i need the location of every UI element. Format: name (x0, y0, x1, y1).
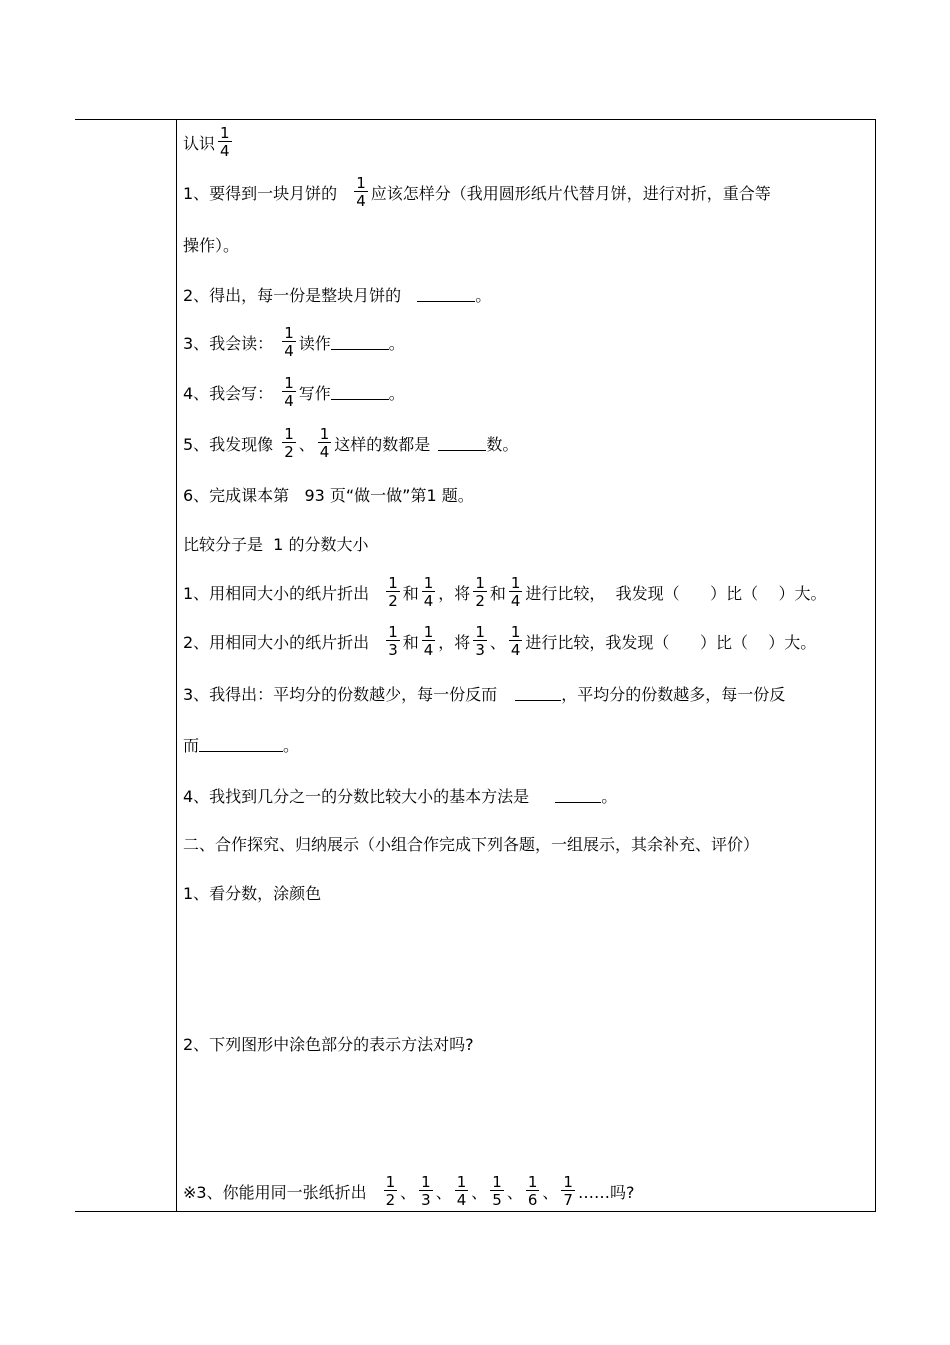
compare-q1: 1、用相同大小的纸片折出 $\frac{1}{2}$ 和 $\frac{1}{4}$ ，将 $\frac{1}{2}$ 和 $\frac{1}{4}$ 进行比较， 我发现（ ）比（ ）大。 (183, 573, 827, 610)
compare-q3-cont: 而 。 (183, 735, 300, 755)
table-bottom-border (75, 1211, 876, 1212)
fraction: $\frac{1}{4}$ (510, 573, 521, 610)
table-right-border (875, 119, 876, 1212)
fraction: $\frac{1}{5}$ (492, 1172, 502, 1209)
fraction: $\frac{1}{4}$ (423, 573, 434, 610)
compare-q3: 3、我得出：平均分的份数越少，每一份反而 ，平均分的份数越多，每一份反 (183, 684, 786, 704)
intro-q4: 4、我会写： $\frac{1}{4}$ 写作 。 (183, 373, 405, 410)
fraction: $\frac{1}{2}$ (284, 424, 294, 461)
fraction: $\frac{1}{2}$ (475, 573, 485, 610)
table-column-divider (176, 119, 177, 1212)
fraction: $\frac{1}{3}$ (421, 1172, 431, 1209)
section2-q3: ※3、你能用同一张纸折出 $\frac{1}{2}$ 、 $\frac{1}{3}$ 、 $\frac{1}{4}$ 、 $\frac{1}{5}$ 、 $\frac{1}{6}$ 、 $\frac{1}{7}$ ……吗? (183, 1172, 635, 1209)
answer-blank[interactable] (555, 788, 601, 803)
fraction: $\frac{1}{4}$ (220, 123, 230, 160)
fraction: $\frac{1}{2}$ (388, 573, 398, 610)
intro-q6: 6、完成课本第 93 页“做一做”第1 题。 (183, 485, 474, 505)
answer-blank[interactable] (417, 287, 475, 302)
intro-q3: 3、我会读： $\frac{1}{4}$ 读作 。 (183, 323, 405, 360)
intro-q5: 5、我发现像 $\frac{1}{2}$ 、 $\frac{1}{4}$ 这样的数都是 数。 (183, 424, 519, 461)
section2-title: 二、合作探究、归纳展示（小组合作完成下列各题，一组展示，其余补充、评价） (183, 834, 760, 854)
section2-q2: 2、下列图形中涂色部分的表示方法对吗? (183, 1034, 474, 1054)
answer-blank[interactable] (515, 686, 561, 701)
compare-title: 比较分子是 1 的分数大小 (183, 534, 369, 554)
fraction: $\frac{1}{6}$ (527, 1172, 538, 1209)
answer-blank[interactable] (331, 335, 389, 350)
table-top-border (75, 119, 876, 120)
answer-blank[interactable] (199, 737, 283, 752)
fraction: $\frac{1}{4}$ (423, 622, 434, 659)
heading-text: 认识 (183, 133, 216, 153)
fraction: $\frac{1}{4}$ (284, 323, 294, 360)
compare-q2: 2、用相同大小的纸片折出 $\frac{1}{3}$ 和 $\frac{1}{4}$ ，将 $\frac{1}{3}$ 、 $\frac{1}{4}$ 进行比较，我发现（ ）比（ ）大。 (183, 622, 817, 659)
fraction: $\frac{1}{2}$ (385, 1172, 396, 1209)
fraction: $\frac{1}{3}$ (475, 622, 485, 659)
intro-q1-cont: 操作）。 (183, 235, 240, 255)
fraction: $\frac{1}{4}$ (356, 173, 366, 210)
heading (183, 122, 235, 162)
answer-blank[interactable] (331, 385, 389, 400)
section2-q1: 1、看分数，涂颜色 (183, 883, 322, 903)
fraction: $\frac{1}{4}$ (456, 1172, 467, 1209)
answer-blank[interactable] (438, 436, 486, 451)
intro-q1: 1、要得到一块月饼的 $\frac{1}{4}$ 应该怎样分（我用圆形纸片代替月饼，进行对折，重合等 (183, 173, 771, 210)
fraction: $\frac{1}{4}$ (284, 373, 294, 410)
fraction: $\frac{1}{4}$ (319, 424, 330, 461)
fraction: $\frac{1}{7}$ (563, 1172, 573, 1209)
compare-q4: 4、我找到几分之一的分数比较大小的基本方法是 。 (183, 786, 618, 806)
intro-q2: 2、得出，每一份是整块月饼的 。 (183, 285, 492, 305)
fraction: $\frac{1}{4}$ (510, 622, 521, 659)
fraction: $\frac{1}{3}$ (388, 622, 398, 659)
